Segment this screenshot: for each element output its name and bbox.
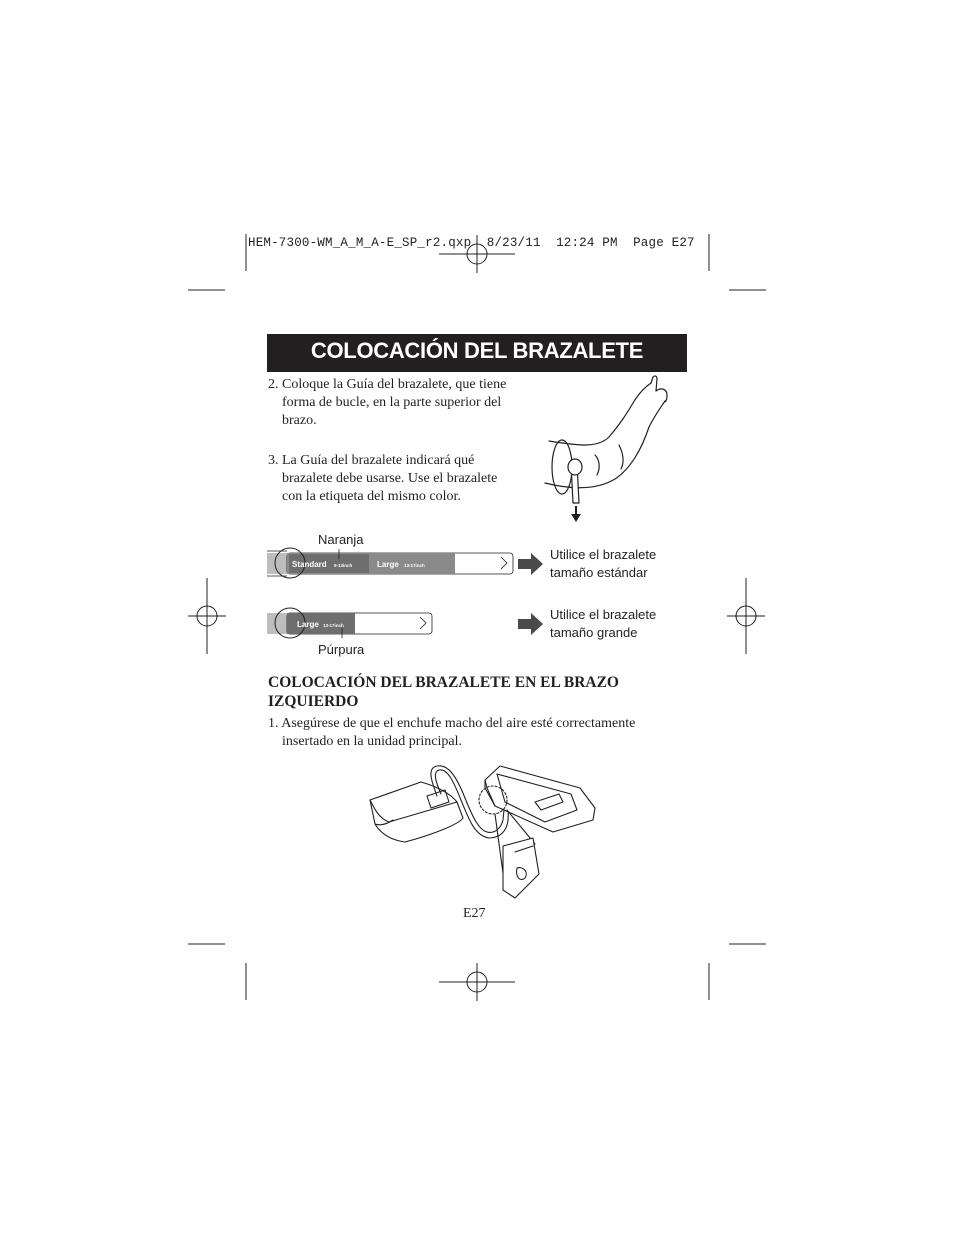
step-3-line-1: La Guía del brazalete indicará qué <box>282 453 475 468</box>
orange-label: Naranja <box>318 532 364 547</box>
page-number: E27 <box>463 906 486 921</box>
section-title: COLOCACIÓN DEL BRAZALETE <box>310 338 644 363</box>
step-3-line-2: brazalete debe usarse. Use el brazalete <box>282 471 498 486</box>
section-title-bar <box>267 334 687 372</box>
step-3-line-3: con la etiqueta del mismo color. <box>282 489 461 504</box>
arrow-right-icon <box>518 613 544 635</box>
slug-filename: HEM-7300-WM_A_M_A-E_SP_r2.qxp <box>248 236 472 250</box>
step-2-line-2: forma de bucle, en la parte superior del <box>282 395 502 410</box>
large-tag-label-2: Large <box>297 620 319 629</box>
use-standard-line-2: tamaño estándar <box>550 565 648 580</box>
step-1-line-1: Asegúrese de que el enchufe macho del aire esté correctamente <box>281 716 636 731</box>
use-standard-line-1: Utilice el brazalete <box>550 547 657 562</box>
step-1 <box>268 715 668 751</box>
step-3 <box>268 452 528 506</box>
step-2-line-3: brazo. <box>282 413 317 428</box>
cuff-monitor-connection-illustration <box>365 758 605 908</box>
slug-page: Page E27 <box>633 236 695 250</box>
large-tag-label-1: Large <box>377 560 399 569</box>
large-tag-size-2: 13-17inch <box>323 623 344 628</box>
subsection-title: COLOCACIÓN DEL BRAZALETE EN EL BRAZO IZQUIERDO <box>268 674 619 710</box>
step-1-number: 1. <box>268 716 279 731</box>
standard-cuff-strip <box>267 547 517 581</box>
large-tag-size-1: 13-17inch <box>404 563 425 568</box>
step-2-line-1: Coloque la Guía del brazalete, que tiene <box>282 377 507 392</box>
arrow-right-icon <box>518 553 544 575</box>
step-1-line-2: insertado en la unidad principal. <box>282 734 462 749</box>
use-large-note <box>550 606 656 642</box>
use-large-line-1: Utilice el brazalete <box>550 607 657 622</box>
standard-tag-label: Standard <box>292 560 327 569</box>
standard-tag-size: 9-13inch <box>334 563 353 568</box>
step-2-number: 2. <box>268 377 279 392</box>
step-3-number: 3. <box>268 453 279 468</box>
purple-label: Púrpura <box>318 642 365 657</box>
slug-line <box>248 236 695 250</box>
slug-date: 8/23/11 <box>486 236 541 250</box>
use-large-line-2: tamaño grande <box>550 625 638 640</box>
slug-time: 12:24 PM <box>556 236 618 250</box>
arm-cuff-guide-illustration <box>535 375 675 525</box>
large-cuff-strip <box>267 606 437 640</box>
use-standard-note <box>550 546 656 582</box>
step-2 <box>268 376 528 430</box>
